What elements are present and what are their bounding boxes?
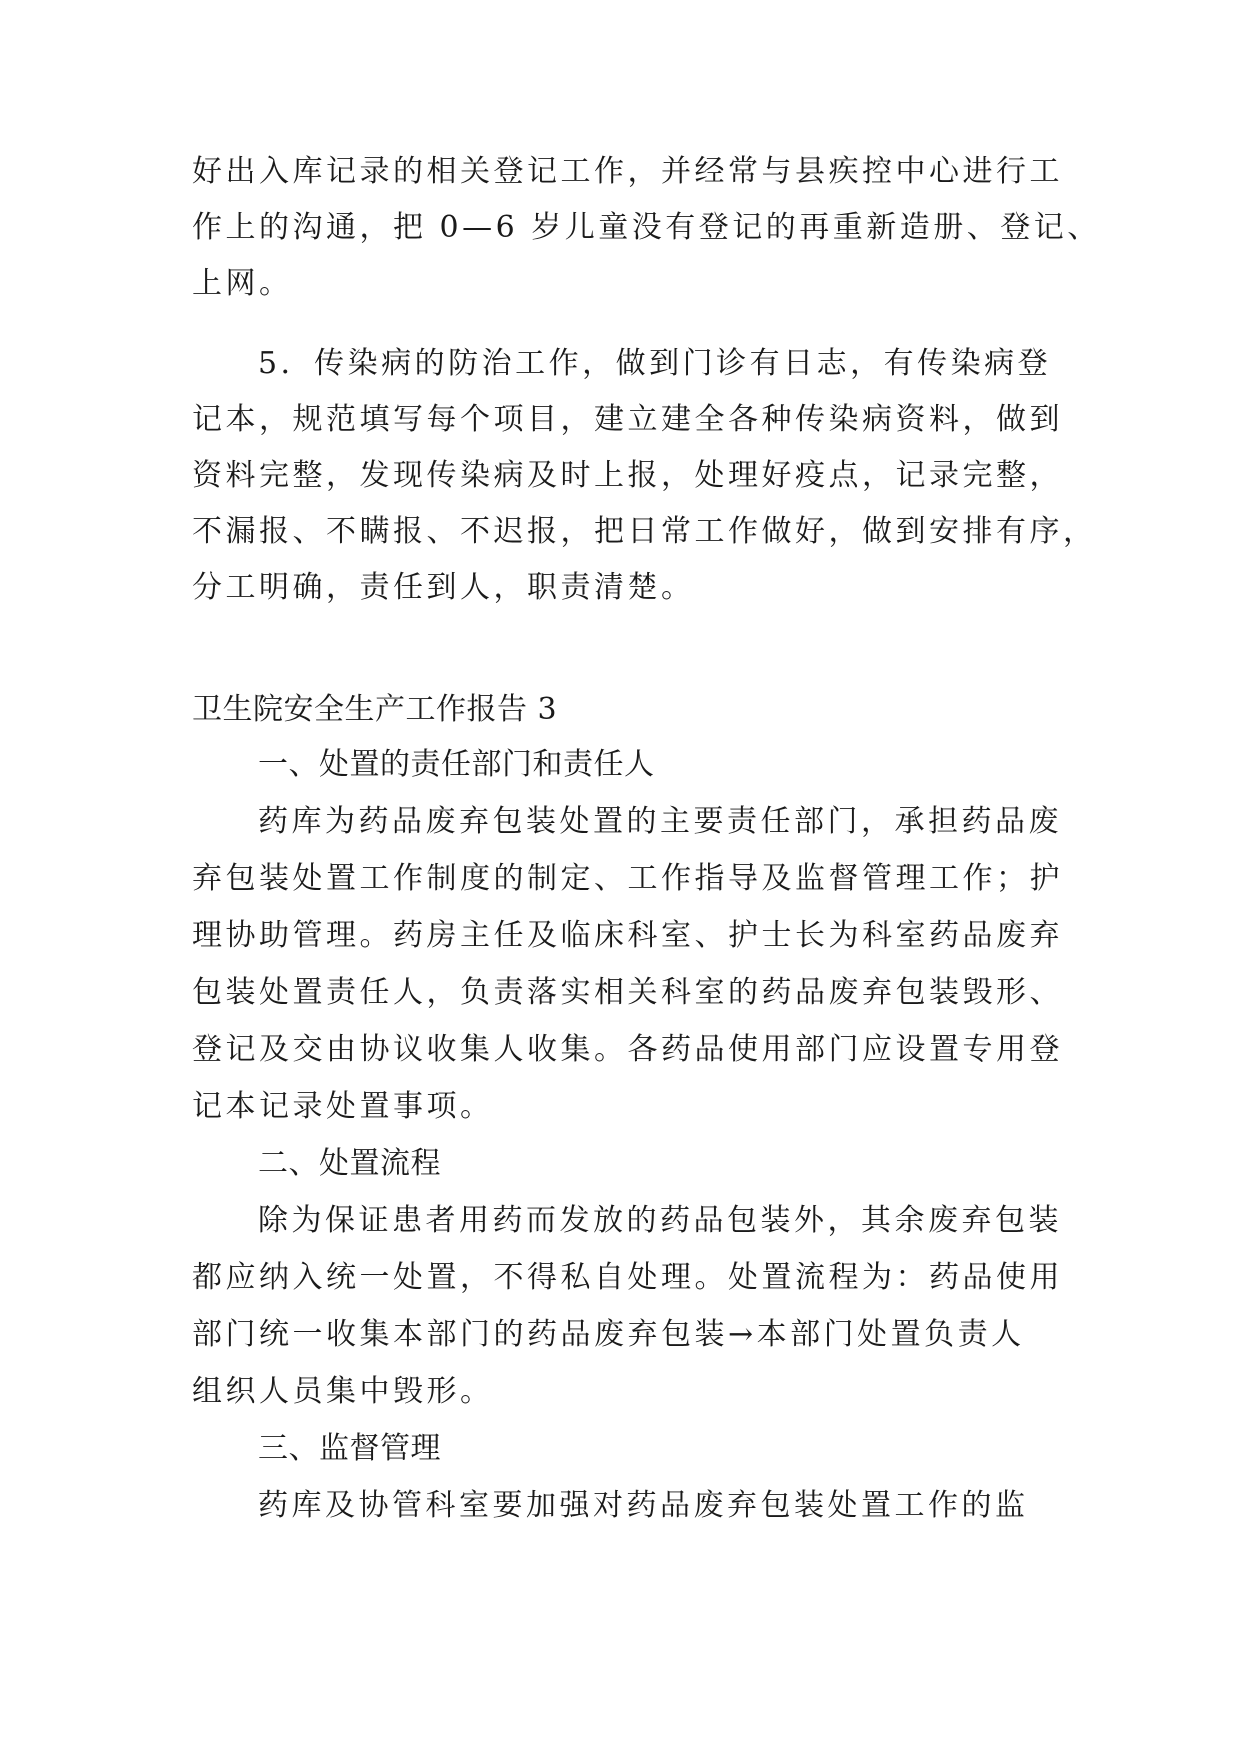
paragraph-line: 部门统一收集本部门的药品废弃包装→本部门处置负责人 [192,1317,1025,1352]
paragraph-line: 不漏报、不瞒报、不迟报，把日常工作做好，做到安排有序， [192,514,1097,549]
section-title: 卫生院安全生产工作报告 3 [192,692,558,727]
paragraph-line: 上网。 [192,266,293,301]
paragraph-line: 药库为药品废弃包装处置的主要责任部门，承担药品废 [258,804,1062,839]
paragraph-line: 理协助管理。药房主任及临床科室、护士长为科室药品废弃 [192,918,1063,953]
paragraph-line: 登记及交由协议收集人收集。各药品使用部门应设置专用登 [192,1032,1063,1067]
section-heading: 三、监督管理 [258,1431,441,1466]
paragraph-line: 药库及协管科室要加强对药品废弃包装处置工作的监 [258,1488,1029,1523]
paragraph-line: 都应纳入统一处置，不得私自处理。处置流程为：药品使用 [192,1260,1063,1295]
paragraph-line: 5．传染病的防治工作，做到门诊有日志，有传染病登 [258,346,1052,381]
paragraph-line: 记本记录处置事项。 [192,1089,494,1124]
paragraph-line: 好出入库记录的相关登记工作，并经常与县疾控中心进行工 [192,154,1063,189]
paragraph-line: 作上的沟通，把 0—6 岁儿童没有登记的再重新造册、登记、 [192,210,1101,245]
section-heading: 一、处置的责任部门和责任人 [258,747,655,782]
paragraph-line: 组织人员集中毁形。 [192,1374,494,1409]
section-heading: 二、处置流程 [258,1146,441,1181]
paragraph-line: 分工明确，责任到人，职责清楚。 [192,570,695,605]
paragraph-line: 资料完整，发现传染病及时上报，处理好疫点，记录完整， [192,458,1063,493]
paragraph-line: 弃包装处置工作制度的制定、工作指导及监督管理工作；护 [192,861,1063,896]
paragraph-line: 记本，规范填写每个项目，建立建全各种传染病资料，做到 [192,402,1063,437]
paragraph-line: 包装处置责任人，负责落实相关科室的药品废弃包装毁形、 [192,975,1063,1010]
paragraph-line: 除为保证患者用药而发放的药品包装外，其余废弃包装 [258,1203,1062,1238]
